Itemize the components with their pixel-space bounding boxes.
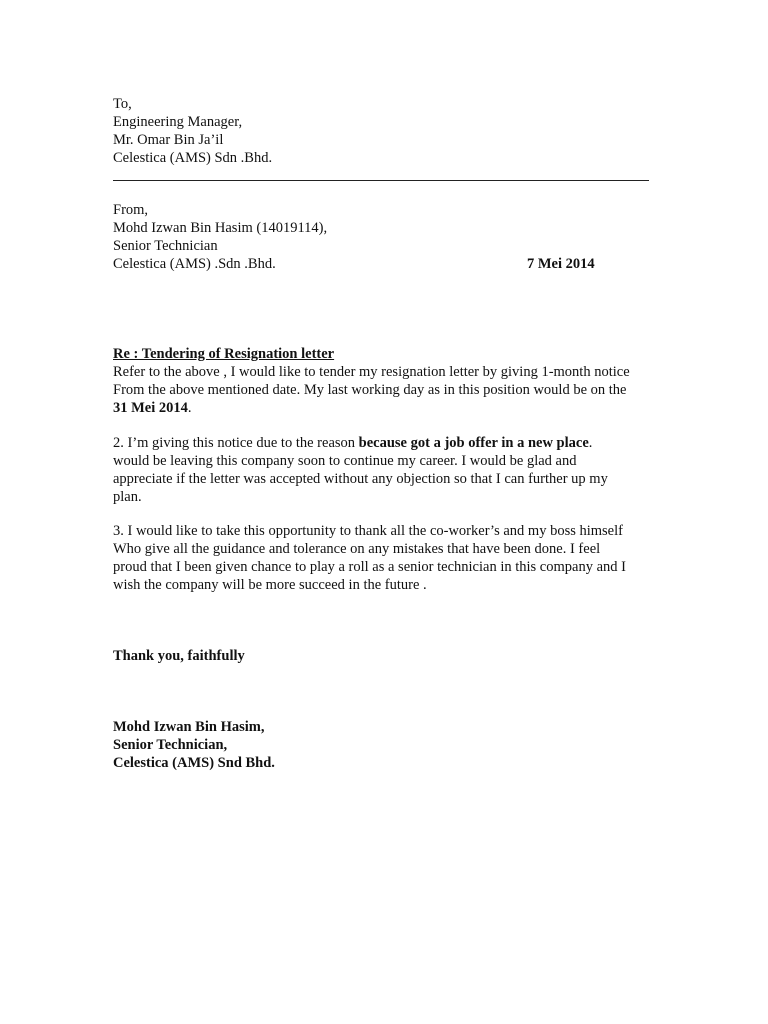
paragraph-2-line-1-start: 2. I’m giving this notice due to the reason xyxy=(113,435,359,451)
signature-name: Mohd Izwan Bin Hasim, xyxy=(113,719,265,735)
paragraph-3-block xyxy=(113,522,653,594)
paragraph-2-line-4: plan. xyxy=(113,489,142,505)
paragraph-3-line-4: wish the company will be more succeed in the future . xyxy=(113,577,427,593)
paragraph-1-line-1: Refer to the above , I would like to tender my resignation letter by giving 1-month notice xyxy=(113,364,630,380)
last-working-day-period: . xyxy=(187,400,192,416)
paragraph-3-line-2: Who give all the guidance and tolerance on any mistakes that have been done. I feel xyxy=(113,541,601,557)
paragraph-3-line-1: 3. I would like to take this opportunity to thank all the co-worker’s and my boss himself xyxy=(113,523,623,539)
paragraph-2-line-2: would be leaving this company soon to continue my career. I would be glad and xyxy=(113,453,577,469)
signature-company: Celestica (AMS) Snd Bhd. xyxy=(113,755,275,771)
paragraph-1-line-2: From the above mentioned date. My last working day as in this position would be on the xyxy=(113,382,627,398)
paragraph-1-line-3 xyxy=(113,399,653,417)
signature-block xyxy=(113,718,653,772)
resignation-reason: because got a job offer in a new place xyxy=(358,435,589,451)
closing-line: Thank you, faithfully xyxy=(113,648,245,664)
paragraph-2-line-1-end: . xyxy=(588,435,593,451)
paragraph-2-line-1 xyxy=(113,434,653,452)
paragraph-3-line-3: proud that I been given chance to play a roll as a senior technician in this company and I xyxy=(113,559,626,575)
paragraph-1-block xyxy=(113,345,653,417)
subject-line: Re : Tendering of Resignation letter xyxy=(113,346,335,362)
recipient-block xyxy=(113,95,653,167)
letter-date: 7 Mei 2014 xyxy=(527,256,595,272)
sender-position: Senior Technician xyxy=(113,238,218,254)
header-divider xyxy=(113,180,649,181)
sender-company: Celestica (AMS) .Sdn .Bhd. xyxy=(113,256,276,272)
sender-label: From, xyxy=(113,202,149,218)
signature-position: Senior Technician, xyxy=(113,737,228,753)
recipient-title: Engineering Manager, xyxy=(113,114,243,130)
recipient-name: Mr. Omar Bin Ja’il xyxy=(113,132,224,148)
recipient-salutation: To, xyxy=(113,96,132,112)
recipient-company: Celestica (AMS) Sdn .Bhd. xyxy=(113,150,273,166)
last-working-day: 31 Mei 2014 xyxy=(113,400,188,416)
sender-name: Mohd Izwan Bin Hasim (14019114), xyxy=(113,220,328,236)
paragraph-2-block xyxy=(113,434,653,506)
paragraph-2-line-3: appreciate if the letter was accepted without any objection so that I can further up my xyxy=(113,471,608,487)
